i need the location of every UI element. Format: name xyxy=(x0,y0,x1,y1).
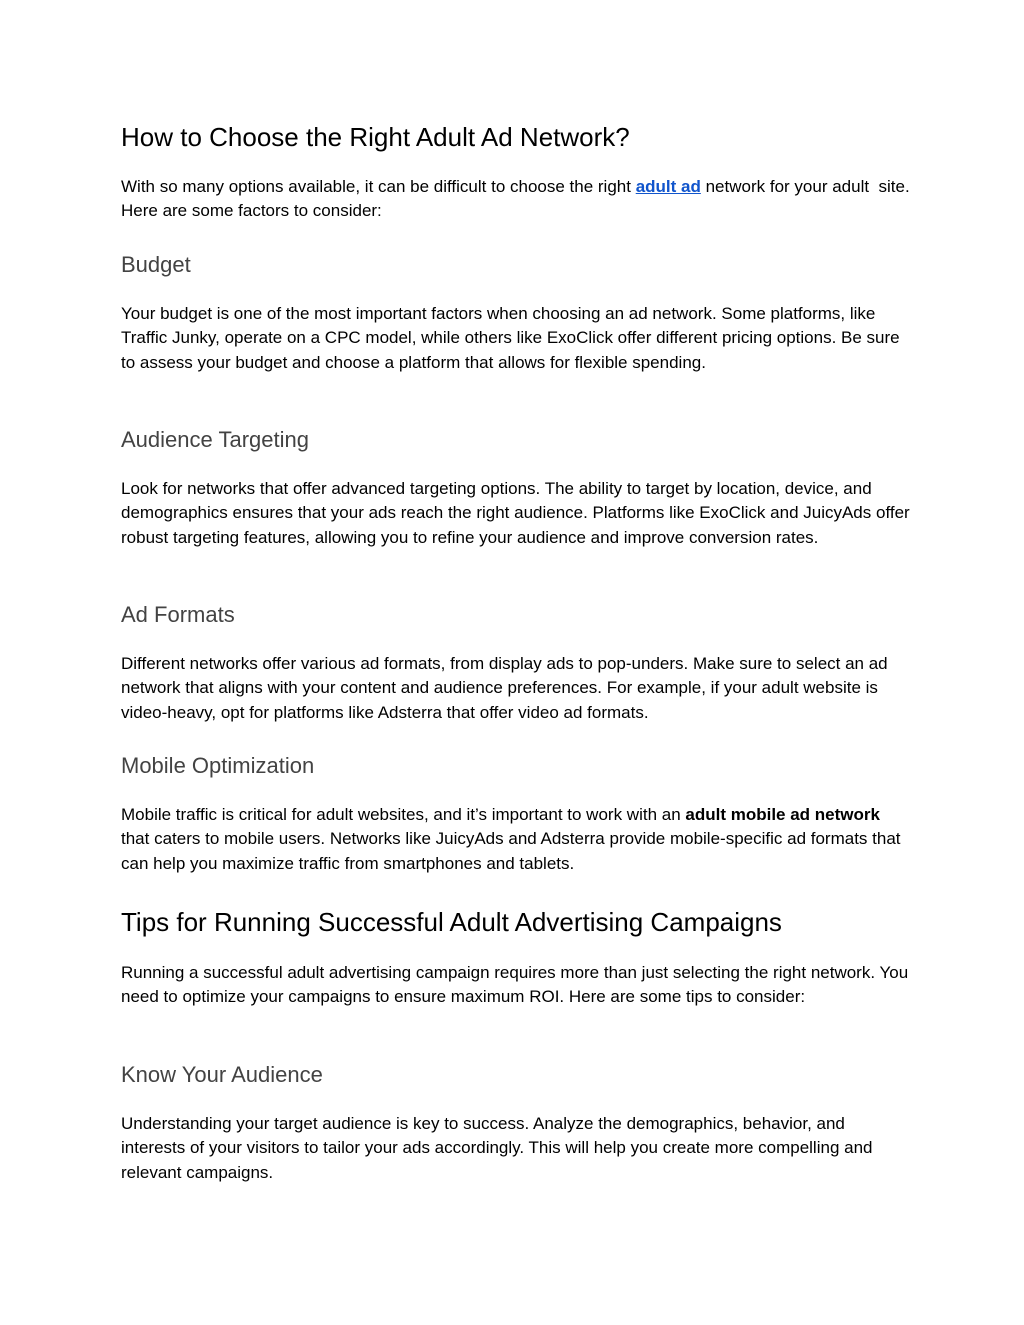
budget-paragraph: Your budget is one of the most important factors when choosing an ad network. Some platforms, like Traffic Junky, operate on a CPC model, while others like ExoClick offer different pricing options. Be sure to assess your budget and choose a platform that allows for flexible spending. xyxy=(121,304,900,372)
tips-intro-paragraph: Running a successful adult advertising campaign requires more than just selecting the right network. You need to optimize your campaigns to ensure maximum ROI. Here are some tips to consider: xyxy=(121,963,909,1007)
mobile-optimization-paragraph xyxy=(121,803,911,876)
intro-text-after: network for your adult site. Here are some factors to consider: xyxy=(121,177,910,221)
intro-text-before: With so many options available, it can be difficult to choose the right xyxy=(121,177,636,196)
know-your-audience-paragraph: Understanding your target audience is key to success. Analyze the demographics, behavior, and interests of your visitors to tailor your ads accordingly. This will help you create more compelling and relevant campaigns. xyxy=(121,1114,873,1182)
heading-ad-formats: Ad Formats xyxy=(121,602,235,627)
mobile-text-before: Mobile traffic is critical for adult websites, and it’s important to work with an xyxy=(121,805,686,824)
mobile-text-after: that caters to mobile users. Networks like JuicyAds and Adsterra provide mobile-specific ad formats that can help you maximize traffic from smartphones and tablets. xyxy=(121,829,901,873)
heading-budget: Budget xyxy=(121,252,191,277)
adult-ad-link[interactable]: adult ad xyxy=(635,177,701,196)
heading-mobile-optimization: Mobile Optimization xyxy=(121,753,315,778)
audience-targeting-paragraph: Look for networks that offer advanced targeting options. The ability to target by location, device, and demographics ensures that your ads reach the right audience. Platforms like ExoClick and JuicyAds offer robust targeting features, allowing you to refine your audience and improve conversion rates. xyxy=(121,479,910,547)
ad-formats-paragraph: Different networks offer various ad formats, from display ads to pop-unders. Make sure to select an ad network that aligns with your content and audience preferences. For example, if your adult website is video-heavy, opt for platforms like Adsterra that offer video ad formats. xyxy=(121,654,888,722)
heading-know-your-audience: Know Your Audience xyxy=(121,1062,323,1087)
tips-title: Tips for Running Successful Adult Advertising Campaigns xyxy=(121,907,782,937)
page-title: How to Choose the Right Adult Ad Network? xyxy=(121,122,630,152)
heading-audience-targeting: Audience Targeting xyxy=(121,427,309,452)
mobile-bold-text: adult mobile ad network xyxy=(685,805,880,824)
intro-paragraph xyxy=(121,175,911,224)
